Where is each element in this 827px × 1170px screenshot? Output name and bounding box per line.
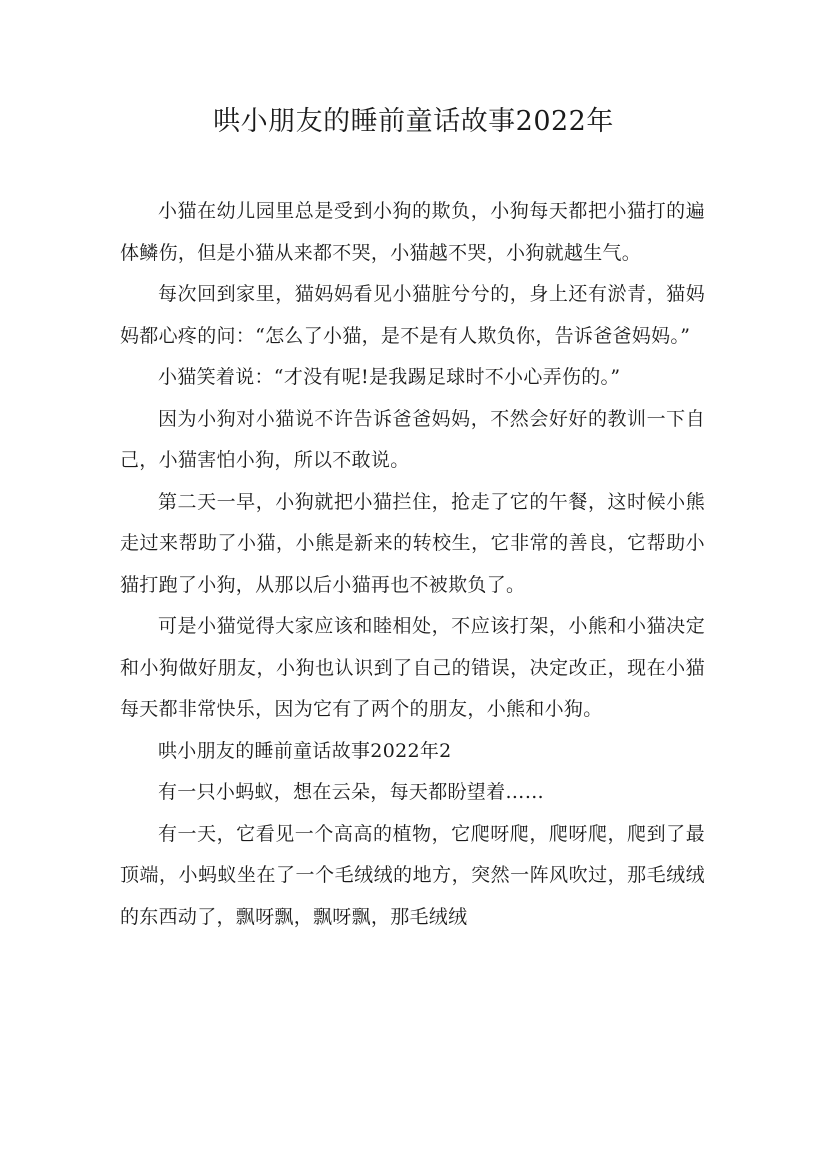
section-heading: 哄小朋友的睡前童话故事2022年2: [158, 739, 452, 762]
paragraph: 有一只小蚂蚁，想在云朵，每天都盼望着……: [158, 781, 545, 803]
paragraph: 有一天，它看见一个高高的植物，它爬呀爬，爬呀爬，爬到了最顶端，小蚂蚁坐在了一个毛绒绒的地方，突然一阵风吹过，那毛绒绒的东西动了，飘呀飘，飘呀飘，那毛绒绒: [120, 822, 705, 928]
paragraph: 小猫在幼儿园里总是受到小狗的欺负，小狗每天都把小猫打的遍体鳞伤，但是小猫从来都不哭，小猫越不哭，小狗就越生气。: [120, 200, 705, 264]
document-title: 哄小朋友的睡前童话故事2022年: [213, 106, 614, 137]
paragraph: 第二天一早，小狗就把小猫拦住，抢走了它的午餐，这时候小熊走过来帮助了小猫，小熊是新来的转校生，它非常的善良，它帮助小猫打跑了小狗，从那以后小猫再也不被欺负了。: [120, 490, 705, 596]
paragraph: 小猫笑着说：“才没有呢!是我踢足球时不小心弄伤的。”: [158, 366, 621, 388]
document-body: [120, 191, 705, 938]
paragraph: 可是小猫觉得大家应该和睦相处，不应该打架，小熊和小猫决定和小狗做好朋友，小狗也认识到了自己的错误，决定改正，现在小猫每天都非常快乐，因为它有了两个的朋友，小熊和小狗。: [120, 615, 705, 720]
paragraph: 每次回到家里，猫妈妈看见小猫脏兮兮的，身上还有淤青，猫妈妈都心疼的问：“怎么了小猫，是不是有人欺负你，告诉爸爸妈妈。”: [120, 283, 705, 347]
paragraph: 因为小狗对小猫说不许告诉爸爸妈妈，不然会好好的教训一下自己，小猫害怕小狗，所以不敢说。: [120, 407, 705, 471]
